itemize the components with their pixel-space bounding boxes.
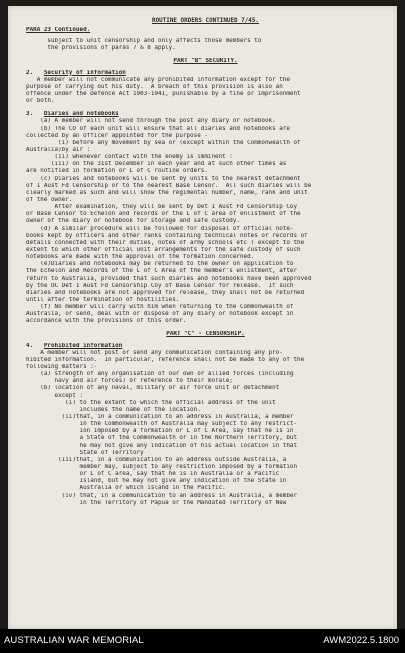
text-line: (a) strength of any organisation of our own or allied forces (including [26,371,294,378]
header-row [26,18,385,27]
section-number: 3. [26,111,34,118]
section-4-body [26,350,385,507]
para-reference: PARA 23 Continued. [26,27,91,33]
text-line: accordance with the provisions of this order. [26,318,187,325]
text-line: or both. [26,98,55,105]
text-line: the provisions of paras 7 & 8 apply. [26,45,176,52]
section-2-heading [26,70,385,77]
text-line: (e)Diaries and notebooks may be returned to the owner on application to [26,261,294,268]
text-line: (c) Diaries and notebooks will be sent by units to the nearest detachment [26,175,301,182]
text-line: the Echelon and Records of the L of C Area of the member's enlistment, after [26,268,298,275]
text-line: (a) A member will not send through the post any diary or notebook. [26,118,276,125]
text-line: includes the name of the location. [26,406,201,413]
text-line: (iii)that, in a communication to an address outside Australia, a [26,456,287,463]
text-line: collected by an officer appointed for the purpose - [26,132,208,139]
document-body [26,18,385,507]
intro-paragraph [26,38,385,52]
section-3-body [26,118,385,325]
text-line: (i) to the extent to which the official address of the unit [26,399,276,406]
section-title: Diaries and notebooks [43,111,119,118]
text-line: in the Commonwealth of Australia may subject to any restrict- [26,421,298,428]
text-line: (iv) that, in a communication to an address in Australia, a member [26,492,298,499]
text-line: a State of the Commonwealth or in the Northern Territory, but [26,435,298,442]
text-line: (d) A similar procedure will be followed for disposal of official note- [26,225,294,232]
part-b-heading: PART "B" SECURITY. [173,58,238,65]
text-line: hibited information. In particular, reference shall not be made to any of the [26,356,305,363]
section-title: Prohibited information [43,342,123,349]
text-line: (i) before any movement by sea or (except within the Commonwealth of [26,139,301,146]
text-line: notebooks are made with the approval of the formation concerned. [26,254,255,261]
text-line: A member will not post or send any communication containing any pro- [26,349,283,356]
section-3-heading [26,111,385,118]
text-line: extent to which other official unit arrangements for the safe custody of such [26,246,301,253]
text-line: or L of C area, say that he is in Australia or a Pacific [26,471,280,478]
text-line: State of Territory [26,449,144,456]
text-line: until after the termination of hostilities. [26,296,180,303]
text-line: return to Australia, provided that such diaries and notebooks have been approved [26,275,312,282]
text-line: (ii)that, in a communication to an address in Australia, a member [26,414,294,421]
section-title: Security of information [43,69,126,76]
section-2-body [26,77,385,106]
section-number: 4. [26,342,34,349]
part-c-heading: PART "C" - CENSORSHIP. [166,331,245,338]
text-line: of 1 Aust Fd Censorship or to the nearest Base Censor. All such diaries will be [26,182,312,189]
section-number: 2. [26,69,34,76]
text-line: owner of the diary or notebook for storage and safe custody. [26,218,240,225]
text-line: navy and air forces) or reference to their morale; [26,378,233,385]
text-line: books kept by officers and other ranks containing technical notes or records of [26,232,308,239]
text-line: offence under the Defence Act 1903-1941, punishable by a fine or imprisonment [26,90,301,97]
text-line: details connected with their duties, notes of army schools etc ( except to the [26,239,305,246]
text-line: purpose of carrying out his duty. A breach of this provision is also an [26,83,283,90]
text-line: or Base Censor to Echelon and records or the L of C area of enlistment of the [26,211,301,218]
text-line: clearly marked as such and will show the regimental number, name, rank and unit [26,189,308,196]
institution-name: AUSTRALIAN WAR MEMORIAL [4,635,144,646]
text-line: Australia or which island in the Pacific. [26,485,226,492]
text-line: (b) The CO of each unit will ensure that all diaries and notebooks are [26,125,290,132]
document-page [8,6,397,629]
text-line: (b) location of any naval, military or air force unit or detachment [26,385,280,392]
accession-number: AWM2022.5.1800 [323,635,399,646]
text-line: (f) No member will carry with him when returning to the Commonwealth of [26,304,294,311]
text-line: by the OC Det 1 Aust Fd Censorship Coy of Base Censor for release. If such [26,282,294,289]
text-line: diaries and notebooks are not approved for release, they shall not be returned [26,289,305,296]
text-line: subject to unit censorship and only affects those members to [26,38,262,45]
archive-footer [0,629,405,653]
text-line: (ii) whenever contact with the enemy is imminent : [26,154,233,161]
text-line: of the owner. [26,196,73,203]
text-line: in the Territory of Papua or the Mandated Territory of New [26,499,287,506]
text-line: Island, but he may not give any indication of the State in [26,478,287,485]
text-line: member may, subject to any restriction imposed by a formation [26,464,298,471]
text-line: following matters :- [26,364,98,371]
text-line: ion imposed by a formation or L of C Area, say that he is in [26,428,294,435]
text-line: After examination, they will be sent by Det 1 Aust Fd Censorship Coy [26,204,298,211]
text-line: he may not give any indication of his actual location in that [26,442,298,449]
text-line: except : [26,392,84,399]
text-line: (iii) on the 31st December in each year and at such other times as [26,161,287,168]
text-line: Australia)by air : [26,146,91,153]
document-header: ROUTINE ORDERS CONTINUED 7/45. [152,18,259,24]
text-line: are notified in formation or L of C routine orders. [26,168,208,175]
text-line: A member will not communicate any prohibited information except for the [26,76,290,83]
section-4-heading [26,343,385,350]
text-line: Australia, or send, deal with or dispose of any diary or notebook except in [26,311,294,318]
